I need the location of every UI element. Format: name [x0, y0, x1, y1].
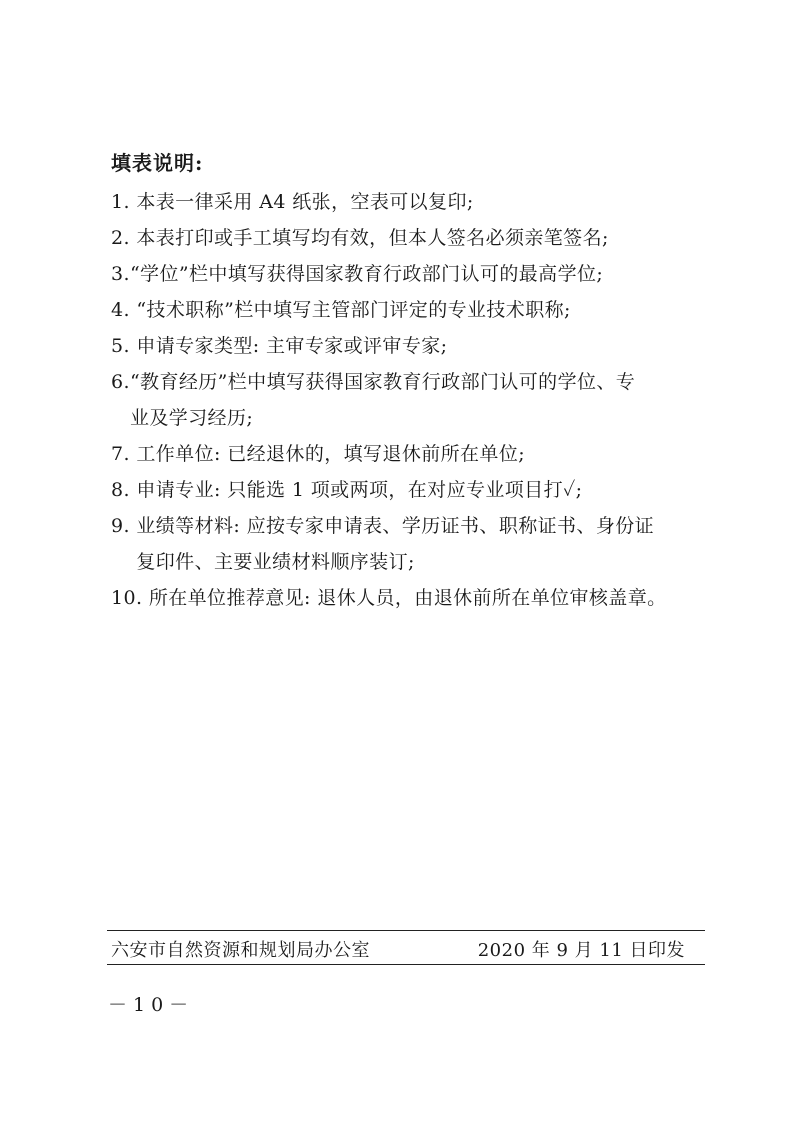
instruction-text: [136, 292, 570, 328]
instruction-number: 7.: [111, 443, 137, 465]
instruction-text: [136, 436, 525, 472]
instruction-number: 1.: [111, 191, 137, 213]
instruction-number: 2.: [111, 227, 137, 249]
instructions-heading: 填表说明:: [111, 151, 204, 175]
instruction-text: [149, 580, 667, 616]
instruction-text-line: 申请专家类型: 主审专家或评审专家;: [136, 335, 448, 357]
instruction-number: 6.: [111, 371, 130, 393]
instruction-number: 5.: [111, 335, 137, 357]
footer-date: 2020 年 9 月 11 日印发: [477, 940, 685, 961]
instruction-item: [111, 580, 711, 616]
instructions-list: [111, 184, 711, 616]
page-number: －10－: [108, 994, 195, 1016]
footer-top-rule: [107, 930, 705, 931]
instruction-text-line: 工作单位: 已经退休的，填写退休前所在单位;: [136, 443, 526, 465]
instruction-item: [111, 364, 711, 436]
instruction-text-line: 业及学习经历;: [129, 407, 254, 429]
instruction-number: 3.: [111, 263, 130, 285]
instruction-text-line: 本表一律采用 A4 纸张，空表可以复印;: [136, 191, 474, 213]
instruction-number: 4.: [111, 299, 137, 321]
instruction-text-line: 所在单位推荐意见: 退休人员，由退休前所在单位审核盖章。: [148, 587, 667, 609]
instruction-number: 10.: [111, 587, 149, 609]
instruction-number: 8.: [111, 479, 137, 501]
footer-bottom-rule: [107, 964, 705, 965]
instruction-text: [130, 256, 603, 292]
instruction-text-line: 复印件、主要业绩材料顺序装订;: [136, 551, 415, 573]
instruction-item: [111, 436, 711, 472]
instruction-text: [136, 184, 473, 220]
instruction-text: [136, 508, 654, 580]
footer-issuer: 六安市自然资源和规划局办公室: [111, 940, 370, 961]
instruction-text: [130, 364, 635, 436]
instruction-text: [136, 328, 447, 364]
instruction-text-line: “学位”栏中填写获得国家教育行政部门认可的最高学位;: [129, 263, 604, 285]
instruction-item: [111, 472, 711, 508]
instruction-text-line: 业绩等材料: 应按专家申请表、学历证书、职称证书、身份证: [136, 515, 655, 537]
instruction-text-line: “教育经历”栏中填写获得国家教育行政部门认可的学位、专: [129, 371, 636, 393]
instruction-item: [111, 292, 711, 328]
instruction-item: [111, 220, 711, 256]
instruction-item: [111, 184, 711, 220]
instruction-number: 9.: [111, 515, 137, 537]
instruction-text: [136, 220, 608, 256]
instruction-item: [111, 256, 711, 292]
instruction-text-line: “技术职称”栏中填写主管部门评定的专业技术职称;: [136, 299, 571, 321]
instruction-item: [111, 508, 711, 580]
instruction-text-line: 本表打印或手工填写均有效，但本人签名必须亲笔签名;: [136, 227, 609, 249]
instruction-text-line: 申请专业: 只能选 1 项或两项，在对应专业项目打✓;: [136, 479, 583, 501]
instruction-text: [136, 472, 582, 508]
instruction-item: [111, 328, 711, 364]
